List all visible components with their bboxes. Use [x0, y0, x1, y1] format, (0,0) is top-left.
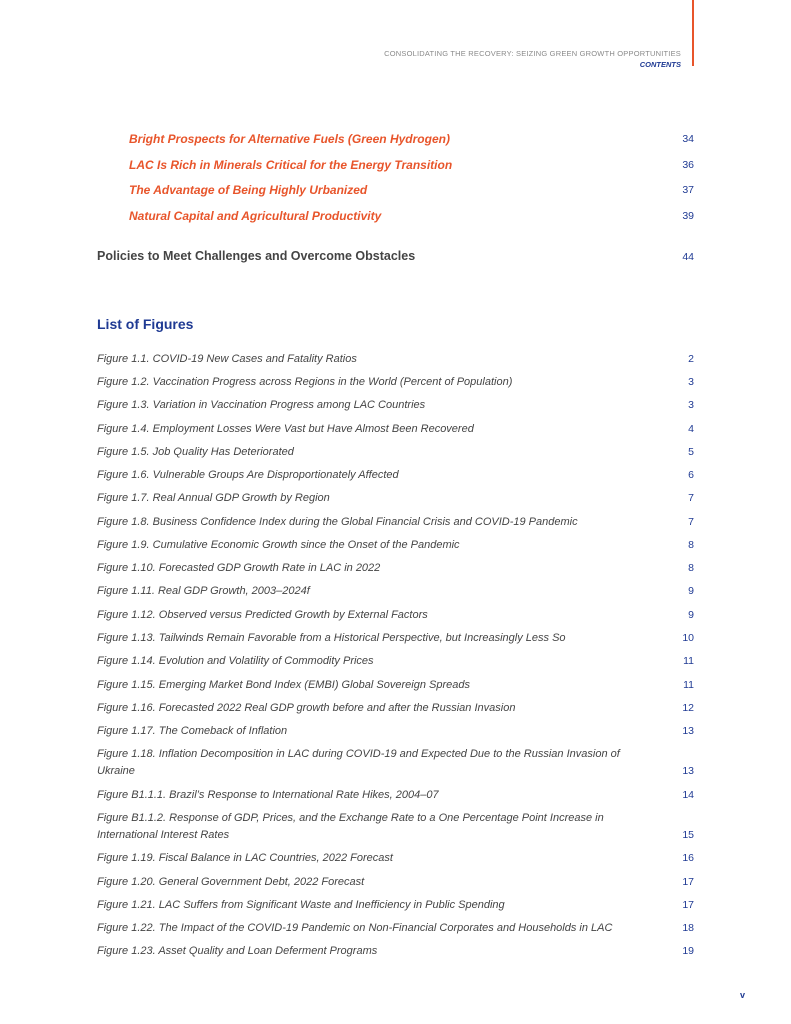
- figure-page: 6: [688, 469, 694, 481]
- figure-list-item[interactable]: [97, 537, 694, 554]
- figure-title: Figure 1.17. The Comeback of Inflation: [97, 725, 288, 737]
- figure-page: 8: [688, 562, 694, 574]
- figure-list-item[interactable]: [97, 897, 694, 914]
- figure-title: Figure 1.7. Real Annual GDP Growth by Region: [97, 492, 330, 504]
- figure-list-item[interactable]: [97, 397, 694, 414]
- figure-page: 3: [688, 376, 694, 388]
- toc-entry-title: The Advantage of Being Highly Urbanized: [129, 183, 368, 197]
- figure-page: 19: [682, 945, 694, 957]
- figure-page: 9: [688, 609, 694, 621]
- toc-entry[interactable]: [97, 132, 694, 146]
- figure-list-item[interactable]: [97, 421, 694, 438]
- figure-list-item[interactable]: [97, 787, 694, 804]
- figure-page: 4: [688, 423, 694, 435]
- figure-title: Figure 1.9. Cumulative Economic Growth since the Onset of the Pandemic: [97, 539, 460, 551]
- figure-list-item[interactable]: [97, 607, 694, 624]
- figure-list-item[interactable]: [97, 560, 694, 577]
- figure-title: Figure 1.2. Vaccination Progress across Regions in the World (Percent of Population): [97, 376, 513, 388]
- toc-entry-title: LAC Is Rich in Minerals Critical for the Energy Transition: [129, 158, 453, 172]
- figure-page: 7: [688, 516, 694, 528]
- figure-title: Figure 1.10. Forecasted GDP Growth Rate in LAC in 2022: [97, 562, 381, 574]
- figure-page: 11: [683, 679, 694, 691]
- figure-list-item[interactable]: [97, 351, 694, 368]
- figure-list-item[interactable]: [97, 490, 694, 507]
- toc-entry-title: Policies to Meet Challenges and Overcome Obstacles: [97, 249, 416, 263]
- figure-page: 5: [688, 446, 694, 458]
- figure-list-item[interactable]: [97, 943, 694, 960]
- figure-page: 13: [682, 725, 694, 737]
- figure-title: Figure 1.1. COVID-19 New Cases and Fatality Ratios: [97, 353, 357, 365]
- figure-title: Figure 1.13. Tailwinds Remain Favorable from a Historical Perspective, but Increasingly Less So: [97, 632, 566, 644]
- figure-page: 17: [682, 876, 694, 888]
- figure-page: 11: [683, 655, 694, 667]
- toc-entry-page: 37: [682, 184, 694, 196]
- toc-entry-page: 44: [682, 251, 694, 263]
- figure-list-item[interactable]: [97, 653, 694, 670]
- figure-title: Figure 1.22. The Impact of the COVID-19 Pandemic on Non-Financial Corporates and Households in LAC: [97, 922, 613, 934]
- figure-page: 13: [682, 765, 694, 777]
- toc-entry[interactable]: [97, 209, 694, 223]
- toc-entry[interactable]: [97, 249, 694, 263]
- figure-list-item[interactable]: [97, 630, 694, 647]
- figure-title: Figure 1.12. Observed versus Predicted Growth by External Factors: [97, 609, 428, 621]
- figure-list-item[interactable]: [97, 746, 694, 780]
- toc-entry-page: 34: [682, 133, 694, 145]
- figure-list-item[interactable]: [97, 920, 694, 937]
- toc-entry[interactable]: [97, 158, 694, 172]
- figure-title: Figure B1.1.1. Brazil’s Response to International Rate Hikes, 2004–07: [97, 789, 439, 801]
- figure-title: Figure 1.4. Employment Losses Were Vast but Have Almost Been Recovered: [97, 423, 474, 435]
- figure-page: 10: [682, 632, 694, 644]
- figure-title: Figure 1.20. General Government Debt, 2022 Forecast: [97, 876, 365, 888]
- figure-title: Figure 1.14. Evolution and Volatility of Commodity Prices: [97, 655, 374, 667]
- toc-entry-title: Natural Capital and Agricultural Productivity: [129, 209, 382, 223]
- toc-entry-page: 39: [682, 210, 694, 222]
- figure-page: 2: [688, 353, 694, 365]
- figure-title: Figure 1.19. Fiscal Balance in LAC Countries, 2022 Forecast: [97, 852, 393, 864]
- figure-title: Figure 1.8. Business Confidence Index during the Global Financial Crisis and COVID-19 Pandemic: [97, 516, 578, 528]
- figure-title: Figure B1.1.2. Response of GDP, Prices, and the Exchange Rate to a One Percentage Point Increase in International Interest Rates: [97, 812, 604, 841]
- figure-page: 14: [682, 789, 694, 801]
- figure-title: Figure 1.23. Asset Quality and Loan Deferment Programs: [97, 945, 378, 957]
- figure-list-item[interactable]: [97, 810, 694, 844]
- page-number: v: [739, 990, 745, 1000]
- figure-title: Figure 1.21. LAC Suffers from Significant Waste and Inefficiency in Public Spending: [97, 899, 505, 911]
- figure-page: 18: [682, 922, 694, 934]
- figure-list-item[interactable]: [97, 467, 694, 484]
- running-header-title: CONSOLIDATING THE RECOVERY: SEIZING GREEN GROWTH OPPORTUNITIES: [384, 49, 681, 58]
- figure-title: Figure 1.15. Emerging Market Bond Index (EMBI) Global Sovereign Spreads: [97, 679, 470, 691]
- figure-page: 3: [688, 399, 694, 411]
- figure-title: Figure 1.16. Forecasted 2022 Real GDP growth before and after the Russian Invasion: [97, 702, 516, 714]
- figure-list-item[interactable]: [97, 700, 694, 717]
- figure-page: 15: [682, 829, 694, 841]
- figure-title: Figure 1.6. Vulnerable Groups Are Disproportionately Affected: [97, 469, 399, 481]
- figure-list-item[interactable]: [97, 677, 694, 694]
- figure-list-item[interactable]: [97, 850, 694, 867]
- figure-page: 9: [688, 585, 694, 597]
- list-of-figures-heading: List of Figures: [97, 316, 194, 332]
- figure-title: Figure 1.5. Job Quality Has Deteriorated: [97, 446, 294, 458]
- figure-page: 7: [688, 492, 694, 504]
- toc-entry-page: 36: [682, 159, 694, 171]
- running-header-section: CONTENTS: [639, 60, 681, 69]
- header-accent-bar: [692, 0, 694, 66]
- figure-list-item[interactable]: [97, 444, 694, 461]
- figure-page: 8: [688, 539, 694, 551]
- toc-entry-title: Bright Prospects for Alternative Fuels (Green Hydrogen): [129, 132, 450, 146]
- figure-title: Figure 1.18. Inflation Decomposition in LAC during COVID-19 and Expected Due to the Russian Invasion of Ukraine: [97, 748, 620, 777]
- figure-page: 16: [682, 852, 694, 864]
- figure-page: 12: [682, 702, 694, 714]
- toc-entry[interactable]: [97, 183, 694, 197]
- figure-title: Figure 1.3. Variation in Vaccination Progress among LAC Countries: [97, 399, 426, 411]
- figure-title: Figure 1.11. Real GDP Growth, 2003–2024f: [97, 585, 310, 597]
- figure-list-item[interactable]: [97, 723, 694, 740]
- figure-list-item[interactable]: [97, 374, 694, 391]
- figure-page: 17: [682, 899, 694, 911]
- figure-list-item[interactable]: [97, 514, 694, 531]
- figure-list-item[interactable]: [97, 874, 694, 891]
- figure-list-item[interactable]: [97, 583, 694, 600]
